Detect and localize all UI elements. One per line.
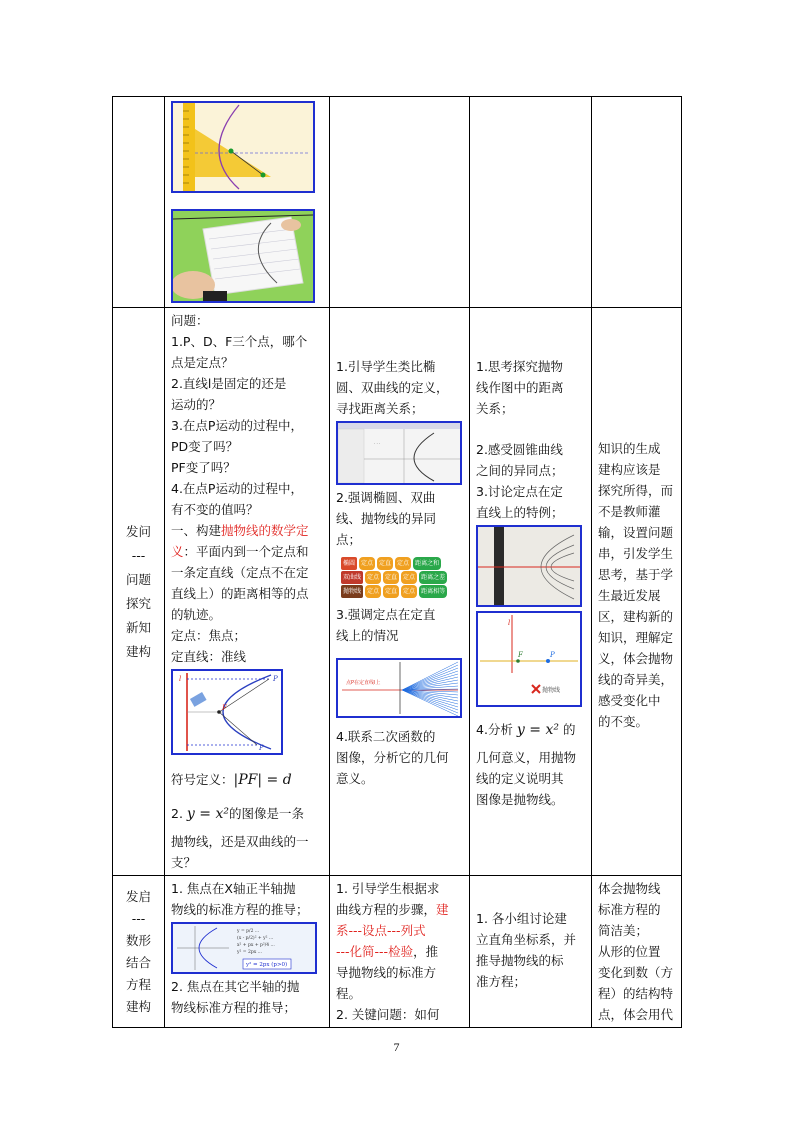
- student-line: 图像是抛物线。: [476, 792, 564, 807]
- teacher-line: 物线的标准方程的推导；: [171, 902, 309, 917]
- question-line: 2.直线l是固定的还是: [171, 376, 287, 391]
- parabola-axis-figure: [476, 611, 582, 707]
- svg-text:y² = 2px ...: y² = 2px ...: [237, 950, 262, 955]
- lesson-plan-table: [112, 96, 681, 1028]
- svg-text:· · ·: · · ·: [374, 441, 381, 446]
- chip-item: 定点: [401, 585, 417, 598]
- standard-equation: y² = 2px (p>0): [246, 962, 288, 968]
- definition-text: 的轨迹。: [171, 607, 222, 622]
- chip-item: 距离之和: [413, 557, 441, 570]
- chip-item: 距离之差: [419, 571, 447, 584]
- definition-text: 一条定直线（定点不在定: [171, 565, 309, 580]
- intent-line: 探究所得，而: [598, 483, 674, 498]
- student-cell: [470, 308, 592, 876]
- intent-line: 输，设置问题: [598, 525, 674, 540]
- symbol-definition: [171, 769, 323, 791]
- parabola-drawing-figure: [171, 101, 315, 193]
- chip-item: 定点: [395, 557, 411, 570]
- teacher-line: 2. 焦点在其它半轴的抛: [171, 979, 300, 994]
- guide-line: 1.引导学生类比椭: [336, 359, 436, 374]
- chip-item: 定直: [383, 571, 399, 584]
- definition-highlight: 抛物线的数学定: [221, 523, 309, 538]
- student-line: 推导抛物线的标: [476, 953, 564, 968]
- guide-cell: [330, 97, 470, 308]
- whiteboard-photo: [476, 525, 582, 607]
- point-label: P: [550, 651, 555, 659]
- guide-line: [336, 899, 463, 920]
- chip-item: 定点: [359, 557, 375, 570]
- steps-highlight: ---化简---检验: [336, 944, 414, 959]
- chip-item: 定直: [383, 585, 399, 598]
- intent-line: 不是教师灌: [598, 504, 661, 519]
- student-line: 准方程；: [476, 974, 527, 989]
- graph-caption: 点P在定直线l上: [346, 680, 381, 686]
- guide-line: 导抛物线的标准方: [336, 965, 437, 980]
- svg-text:P: P: [259, 744, 264, 752]
- definition-text: ：平面内到一个定点和: [183, 544, 309, 559]
- guide-line: 2.强调椭圆、双曲: [336, 490, 436, 505]
- guide-line: 点；: [336, 532, 362, 547]
- q2-prefix: 2.: [171, 806, 187, 821]
- intent-line: 线的奇异美，: [598, 672, 674, 687]
- teacher-line: 物线标准方程的推导；: [171, 1000, 297, 1015]
- intent-cell: [592, 97, 682, 308]
- svg-text:(x - p/2)² + y² ...: (x - p/2)² + y² ...: [237, 936, 274, 941]
- symbol-label: 符号定义：: [171, 772, 234, 787]
- intent-line: 变化到数（方: [598, 965, 674, 980]
- intent-line: 点，体会用代: [598, 1007, 674, 1022]
- guide-cell: [330, 876, 470, 1028]
- steps-highlight: 建: [436, 902, 449, 917]
- stage-label: 发启 --- 数形 结合 方程 建构: [125, 888, 151, 1014]
- guide-line: 图像，分析它的几何: [336, 750, 449, 765]
- intent-line: 建构应该是: [598, 462, 661, 477]
- definition-text: 直线上）的距离相等的点: [171, 586, 309, 601]
- chip-item: 定直: [377, 557, 393, 570]
- steps-highlight: 系---设点---列式: [336, 923, 426, 938]
- student-line: 几何意义，用抛物: [476, 750, 577, 765]
- student-cell: [470, 97, 592, 308]
- table-row: [113, 97, 682, 308]
- guide-line: [336, 941, 463, 962]
- definition-line: [171, 520, 323, 541]
- question-two: [171, 803, 323, 825]
- paper-folding-photo: [171, 209, 315, 303]
- table-row: [113, 308, 682, 876]
- conic-comparison-chips: [336, 552, 462, 602]
- degenerate-case-figure: [336, 658, 462, 718]
- guide-line: 圆、双曲线的定义，: [336, 380, 449, 395]
- question-line: 点是定点？: [171, 355, 234, 370]
- intent-line: 简洁美；: [598, 923, 649, 938]
- teacher-cell: [165, 876, 330, 1028]
- chip-item: 距离相等: [419, 585, 447, 598]
- student-line: 2.感受圆锥曲线: [476, 442, 563, 457]
- directrix-label: 定直线：准线: [171, 649, 247, 664]
- svg-text:P: P: [273, 675, 278, 683]
- student-line: 直线上的特例；: [476, 505, 564, 520]
- question-line: PD变了吗？: [171, 439, 239, 454]
- derivation-figure: [171, 922, 317, 974]
- chip-item: 定点: [401, 571, 417, 584]
- svg-text:x² + px + p²/4 ...: x² + px + p²/4 ...: [237, 943, 275, 948]
- guide-text: 曲线方程的步骤，: [336, 902, 437, 917]
- parabola-badge: 抛物线: [542, 687, 561, 694]
- definition-line: [171, 541, 323, 562]
- guide-line: 线上的情况: [336, 628, 399, 643]
- intent-line: 感受变化中: [598, 693, 661, 708]
- student-line: 1. 各小组讨论建: [476, 911, 567, 926]
- teacher-cell: [165, 308, 330, 876]
- chip-row: [341, 585, 457, 598]
- student-line: 之间的异同点；: [476, 463, 564, 478]
- q2-text: 的图像是一条: [228, 806, 304, 821]
- q2-text: 抛物线，还是双曲线的一: [171, 834, 309, 849]
- guide-cell: [330, 308, 470, 876]
- s4-prefix: 4.分析: [476, 722, 513, 737]
- question-line: PF变了吗？: [171, 460, 236, 475]
- question-line: 1.P、D、F三个点，哪个: [171, 334, 308, 349]
- intent-line: 生最近发展: [598, 588, 661, 603]
- intent-line: 标准方程的: [598, 902, 661, 917]
- guide-line: 3.强调定点在定直: [336, 607, 436, 622]
- question-line: 4.在点P运动的过程中，: [171, 481, 303, 496]
- intent-line: 串，引发学生: [598, 546, 674, 561]
- intent-line: 知识，理解定: [598, 630, 674, 645]
- page-number: 7: [393, 1040, 400, 1054]
- question-line: 运动的？: [171, 397, 222, 412]
- guide-line: 程。: [336, 986, 362, 1001]
- guide-line: 意义。: [336, 771, 374, 786]
- intent-line: 从形的位置: [598, 944, 661, 959]
- guide-line: 线、抛物线的异同: [336, 511, 437, 526]
- table-row: [113, 876, 682, 1028]
- focus-label: F: [518, 651, 523, 659]
- software-screenshot-figure: [336, 421, 462, 485]
- stage-cell: [113, 876, 165, 1028]
- svg-text:y = p/2 ...: y = p/2 ...: [237, 929, 260, 934]
- student-line: 关系；: [476, 401, 514, 416]
- question-line: 有不变的值吗？: [171, 502, 259, 517]
- chip-row: [341, 557, 457, 570]
- stage-cell: [113, 97, 165, 308]
- intent-line: 义，体会抛物: [598, 651, 674, 666]
- chip-head: 双曲线: [341, 571, 363, 584]
- intent-line: 知识的生成: [598, 441, 661, 456]
- definition-prefix: 一、构建: [171, 523, 222, 538]
- s4-formula: y = x²: [516, 722, 559, 738]
- intent-cell: [592, 308, 682, 876]
- chip-row: [341, 571, 457, 584]
- teacher-line: 1. 焦点在X轴正半轴抛: [171, 881, 296, 896]
- intent-line: 程）的结构特: [598, 986, 674, 1001]
- focus-label: 定点：焦点；: [171, 628, 247, 643]
- student-line: 线的定义说明其: [476, 771, 564, 786]
- chip-head: 椭圆: [341, 557, 357, 570]
- chip-head: 抛物线: [341, 585, 363, 598]
- stage-cell: [113, 308, 165, 876]
- intent-line: 思考，基于学: [598, 567, 674, 582]
- stage-label: 发问 --- 问题 探究 新知 建构: [125, 523, 151, 659]
- student-line: [476, 719, 585, 741]
- chip-item: 定点: [365, 571, 381, 584]
- guide-text: ，推: [413, 944, 439, 959]
- s4-text: 的: [562, 722, 576, 737]
- guide-line: 4.联系二次函数的: [336, 729, 436, 744]
- directrix-label: l: [508, 619, 511, 627]
- intent-line: 体会抛物线: [598, 881, 661, 896]
- student-line: 立直角坐标系，并: [476, 932, 577, 947]
- intent-cell: [592, 876, 682, 1028]
- guide-line: 寻找距离关系；: [336, 401, 424, 416]
- chip-item: 定点: [365, 585, 381, 598]
- symbol-formula: |PF| = d: [233, 772, 292, 788]
- student-cell: [470, 876, 592, 1028]
- student-line: 3.讨论定点在定: [476, 484, 563, 499]
- parabola-definition-figure: [171, 669, 283, 755]
- question-heading: 问题：: [171, 313, 209, 328]
- guide-line: 2. 关键问题：如何: [336, 1007, 440, 1022]
- svg-text:F: F: [222, 704, 227, 712]
- definition-highlight: 义: [171, 544, 184, 559]
- svg-text:l: l: [179, 675, 182, 683]
- q2-formula: y = x²: [186, 806, 229, 822]
- guide-line: 1. 引导学生根据求: [336, 881, 440, 896]
- q2-text: 支？: [171, 855, 197, 870]
- teacher-cell: [165, 97, 330, 308]
- student-line: 线作图中的距离: [476, 380, 564, 395]
- intent-line: 的不变。: [598, 714, 649, 729]
- question-line: 3.在点P运动的过程中，: [171, 418, 303, 433]
- intent-line: 区，建构新的: [598, 609, 674, 624]
- student-line: 1.思考探究抛物: [476, 359, 563, 374]
